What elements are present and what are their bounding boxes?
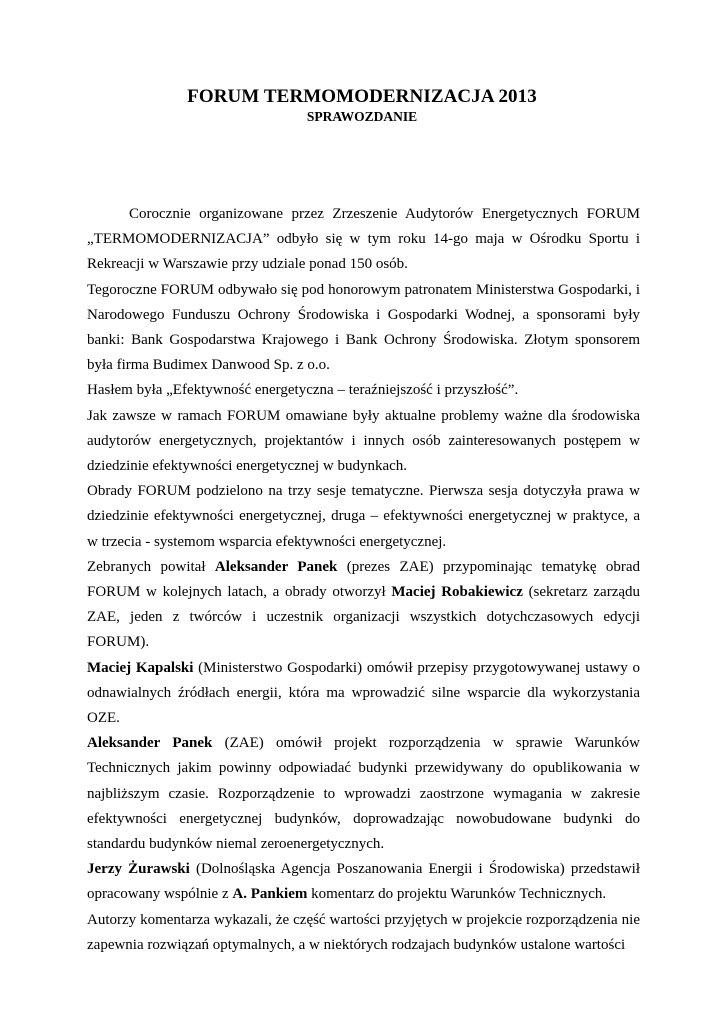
paragraph xyxy=(87,908,640,958)
paragraph xyxy=(87,731,640,857)
paragraph-text: Autorzy komentarza wykazali, że część wartości przyjętych w projekcie rozporządzenia nie zapewnia rozwiązań optymalnych, a w niektórych rodzajach budynków ustalone wartości xyxy=(87,911,640,953)
document-subtitle: SPRAWOZDANIE xyxy=(306,109,418,124)
bold-name: Aleksander Panek xyxy=(214,558,338,575)
paragraph-text: (prezes ZAE) przypominając tematykę obrad FORUM w kolejnych latach, a obrady otworzył xyxy=(87,558,641,601)
paragraph xyxy=(87,202,640,278)
paragraph xyxy=(87,404,640,480)
paragraph-text: Jak zawsze w ramach FORUM omawiane były aktualne problemy ważne dla środowiska audytorów energetycznych, projektantów i innych osób zainteresowanych postępem w dziedzinie efektywności energetycznej w budynkach. xyxy=(87,407,640,475)
paragraph-text: Hasłem była „Efektywność energetyczna – teraźniejszość i przyszłość”. xyxy=(87,382,519,399)
paragraph-text: (sekretarz zarządu ZAE, jeden z twórców i uczestnik organizacji wszystkich dotychczasowych edycji FORUM). xyxy=(87,584,641,651)
bold-name: Maciej Robakiewicz xyxy=(391,584,523,601)
paragraph-text: Tegoroczne FORUM odbywało się pod honorowym patronatem Ministerstwa Gospodarki, i Narodowego Funduszu Ochrony Środowiska i Gospodarki Wodnej, a sponsorami były banki: Bank Gospodarstwa Krajowego i Bank Ochrony Środowiska. Złotym sponsorem była firma Budimex Danwood Sp. z o.o. xyxy=(87,281,640,374)
paragraph xyxy=(87,857,640,907)
paragraph xyxy=(87,555,640,656)
paragraph-text: Zebranych powitał xyxy=(87,558,215,575)
paragraph xyxy=(87,479,640,555)
paragraph-text: Obrady FORUM podzielono na trzy sesje tematyczne. Pierwsza sesja dotyczyła prawa w dziedzinie efektywności energetycznej, druga – efektywności energetycznej w praktyce, a w trzecia - systemom wsparcia efektywności energetycznej. xyxy=(87,483,640,550)
document-title: FORUM TERMOMODERNIZACJA 2013 xyxy=(187,86,537,107)
paragraph xyxy=(87,278,640,379)
paragraph-text: Corocznie organizowane przez Zrzeszenie Audytorów Energetycznych FORUM „TERMOMODERNIZACJA” odbyło się w tym roku 14-go maja w Ośrodku Sportu i Rekreacji w Warszawie przy udziale ponad 150 osób. xyxy=(87,206,640,273)
paragraph-text: (ZAE) omówił projekt rozporządzenia w sprawie Warunków Technicznych jakim powinny odpowiadać budynki przewidywany do opublikowania w najbliższym czasie. Rozporządzenie to wprowadzi zaostrzone wymagania w zakresie efektywności energetycznej budynków, doprowadzając nowobudowane budynki do standardu budynków niemal zeroenergetycznych. xyxy=(87,735,640,853)
bold-name: Aleksander Panek xyxy=(87,735,213,752)
paragraph xyxy=(87,378,640,403)
paragraph-text: (Ministerstwo Gospodarki) omówił przepisy przygotowywanej ustawy o odnawialnych źródłach energii, która ma wprowadzić silne wsparcie dla wykorzystania OZE. xyxy=(87,659,640,727)
bold-name: Jerzy Żurawski xyxy=(87,861,190,878)
paragraph xyxy=(87,656,640,732)
paragraph-text: (Dolnośląska Agencja Poszanowania Energii i Środowiska) przedstawił opracowany wspólnie z xyxy=(87,861,640,903)
document-body xyxy=(87,202,640,958)
paragraph-text: komentarz do projektu Warunków Technicznych. xyxy=(307,886,607,903)
bold-name: A. Pankiem xyxy=(232,886,308,903)
bold-name: Maciej Kapalski xyxy=(87,659,194,676)
